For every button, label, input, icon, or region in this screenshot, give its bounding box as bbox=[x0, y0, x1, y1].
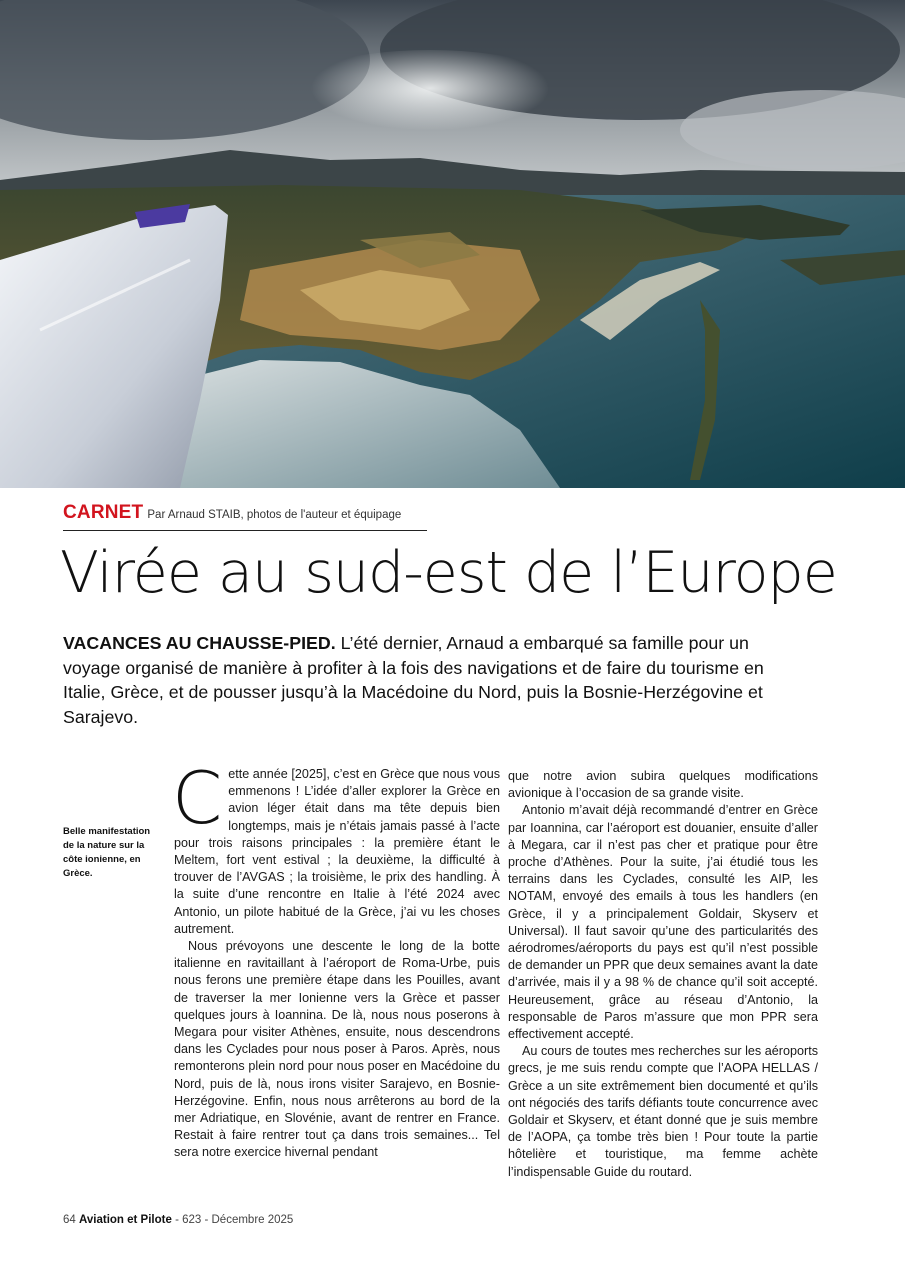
lead-text: L’été dernier, Arnaud a embarqué sa famille pour un voyage organisé de manière à profiter à la fois des navigations et de faire du tourisme en Italie, Grèce, et de pousser jusqu’à la Macédoine du Nord, puis la Bosnie-Herzégovine et Sarajevo. bbox=[63, 633, 764, 727]
body-paragraph: Au cours de toutes mes recherches sur les aéroports grecs, je me suis rendu compte que l’AOPA HELLAS / Grèce a un site extrêmement bien documenté et qu’ils ont négociés des tarifs défiants toute concurrence avec Goldair et Skyserv, et étant donné que je suis membre de l’AOPA, ça tombe très bien ! Pour toute la partie hôtelière et touristique, ma femme achète l’indispensable Guide du routard. bbox=[508, 1044, 818, 1179]
hero-photo bbox=[0, 0, 905, 488]
lead-kicker: VACANCES AU CHAUSSE-PIED. bbox=[63, 633, 336, 653]
issue-info: - 623 - Décembre 2025 bbox=[171, 1214, 294, 1226]
body-paragraph: Antonio m’avait déjà recommandé d’entrer en Grèce par Ioannina, car l’aéroport est douanier, ensuite d’aller à Megara, car il n’est pas cher et pratique pour être proche d’Athènes. Pour la suite, j’ai étudié tous les terrains dans les Cyclades, consulté les AIP, les NOTAM, envoyé des emails à tous les handlers (en Grèce, il y a principalement Goldair, Skyserv et Universal). Il faut savoir qu’une des particularités des aérodromes/aéroports du pays est qu’il n’est possible de demander un PPR que deux semaines avant la date d’arrivée, mais il y a 98 % de chance qu’il soit accepté. Heureusement, grâce au réseau d’Antonio, la responsable de Paros m’assure que mon PPR sera effectivement accepté. bbox=[508, 803, 818, 1042]
rubric-label: CARNET bbox=[63, 502, 144, 523]
magazine-name: Aviation et Pilote bbox=[79, 1214, 172, 1226]
body-paragraph bbox=[172, 756, 500, 938]
body-column-1 bbox=[172, 756, 500, 1162]
paragraph-text: ette année [2025], c’est en Grèce que nous vous emmenons ! L’idée d’aller explorer la Grèce en avion léger était dans ma tête depuis bien longtemps, mais je n’étais jamais passé à l’acte pour trois raisons principales : la première étant le Meltem, fort vent estival ; la deuxième, la difficulté à trouver de l’AVGAS ; la troisième, le prix des handling. À la suite d’une rencontre en Italie à l’été 2024 avec Antonio, un pilote habitué de la Grèce, j’ai vu les choses autrement. bbox=[174, 767, 500, 936]
rubric-line bbox=[63, 502, 427, 531]
aerial-photo-icon bbox=[0, 0, 905, 488]
article-title: Virée au sud-est de l’Europe bbox=[60, 540, 837, 606]
body-paragraph: Nous prévoyons une descente le long de la botte italienne en ravitaillant à l’aéroport de Roma-Urbe, puis nous ferons une première étape dans les Pouilles, avant de traverser la mer Ionienne vers la Grèce et passer quelques jours à Ioannina. De là, nous nous poserons à Megara pour visiter Athènes, ensuite, nous descendrons dans les Cyclades pour nous poser à Paros. Après, nous remonterons plein nord pour nous poser en Macédoine du Nord, puis de là, nous irons visiter Sarajevo, en Bosnie-Herzégovine. Enfin, nous nous arrêterons au bord de la mer Adriatique, en Slovénie, avant de rentrer en France. Restait à faire rentrer tout ça dans trois semaines... Tel sera notre exercice hivernal pendant bbox=[174, 939, 500, 1160]
article-lead bbox=[63, 631, 803, 729]
page-footer bbox=[63, 1214, 293, 1226]
body-paragraph: que notre avion subira quelques modifications avionique à l’occasion de sa grande visite. bbox=[508, 769, 818, 801]
byline: Par Arnaud STAIB, photos de l'auteur et équipage bbox=[147, 509, 402, 521]
page-number: 64 bbox=[63, 1214, 76, 1226]
photo-caption: Belle manifestation de la nature sur la côte ionienne, en Grèce. bbox=[63, 826, 151, 879]
body-column-2 bbox=[508, 768, 818, 1181]
dropcap: C bbox=[172, 756, 223, 840]
